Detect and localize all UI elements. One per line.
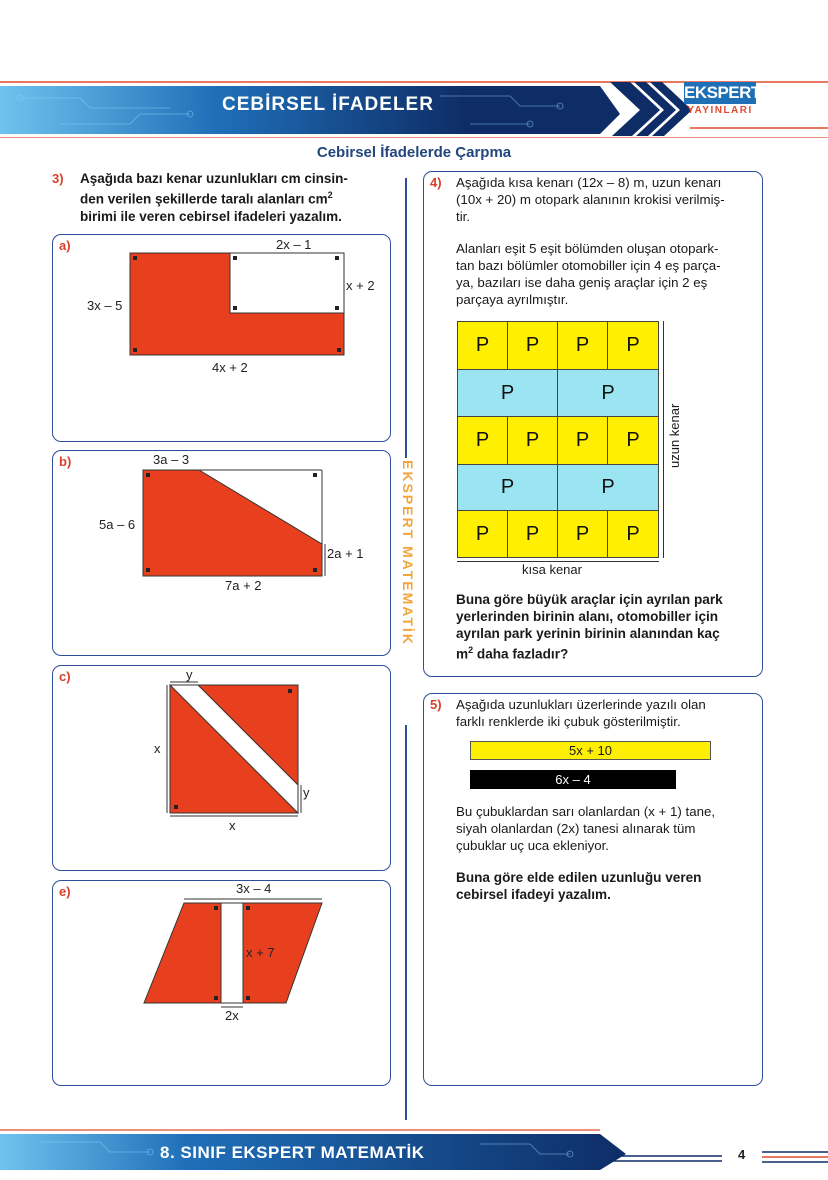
parking-spot-car: P	[607, 416, 659, 465]
parking-spot-car: P	[507, 416, 558, 465]
chapter-title: CEBİRSEL İFADELER	[222, 94, 434, 115]
question-number: 5)	[430, 697, 442, 712]
publisher-logo-subtitle: YAYINLARI	[687, 105, 753, 116]
long-side-line	[663, 321, 664, 558]
white-cutout	[230, 253, 344, 313]
question-text: Aşağıda kısa kenarı (12x – 8) m, uzun kenarı (10x + 20) m otopark alanının krokisi verilmiş- tir.	[456, 175, 725, 224]
figure-label-e: e)	[59, 884, 71, 899]
parking-spot-car: P	[557, 510, 608, 558]
figure-b-shape	[135, 462, 335, 587]
question-number: 3)	[52, 171, 64, 186]
section-title: Cebirsel İfadelerde Çarpma	[316, 144, 512, 161]
parking-spot-large: P	[457, 464, 558, 511]
short-side-label: kısa kenar	[522, 562, 582, 577]
question-prompt: Buna göre elde edilen uzunluğu veren cebirsel ifadeyi yazalım.	[456, 870, 702, 902]
question-paragraph: Alanları eşit 5 eşit bölümden oluşan otopark- tan bazı bölümler otomobiller için 4 eş parça- ya, bazıları ise daha geniş araçlar için 2 eş parçaya ayrılmıştır.	[456, 241, 721, 307]
label-right: 2a + 1	[327, 546, 364, 561]
long-side-label: uzun kenar	[667, 403, 682, 468]
shaded-area	[143, 470, 322, 576]
parking-spot-car: P	[457, 321, 508, 370]
figure-e-shape	[140, 895, 330, 1015]
yellow-bar: 5x + 10	[470, 741, 711, 760]
figure-c-shape	[160, 675, 310, 820]
column-divider	[405, 725, 407, 1120]
label-right: x + 2	[346, 278, 375, 293]
parking-spot-car: P	[557, 321, 608, 370]
black-bar: 6x – 4	[470, 770, 676, 789]
figure-label-a: a)	[59, 238, 71, 253]
parking-spot-car: P	[557, 416, 608, 465]
publisher-logo: EKSPERT	[684, 83, 761, 102]
parking-spot-car: P	[457, 510, 508, 558]
figure-label-c: c)	[59, 669, 71, 684]
page-number: 4	[738, 1147, 746, 1162]
side-watermark: EKSPERT MATEMATİK	[400, 460, 416, 646]
label-top: 2x – 1	[276, 237, 312, 252]
footer-title: 8. SINIF EKSPERT MATEMATİK	[160, 1143, 425, 1162]
label-left: 3x – 5	[87, 298, 123, 313]
parking-spot-car: P	[507, 510, 558, 558]
parking-spot-car: P	[607, 510, 659, 558]
label-bottom: x	[229, 818, 236, 833]
parking-spot-car: P	[457, 416, 508, 465]
parking-spot-large: P	[557, 369, 659, 417]
label-bottom: 2x	[225, 1008, 239, 1023]
question-paragraph: Bu çubuklardan sarı olanlardan (x + 1) tane, siyah olanlardan (2x) tanesi alınarak tüm çubuklar uç uca ekleniyor.	[456, 804, 716, 853]
label-left: x	[154, 741, 161, 756]
figure-label-b: b)	[59, 454, 72, 469]
label-bottom: 4x + 2	[212, 360, 248, 375]
question-number: 4)	[430, 175, 442, 190]
label-top: 3x – 4	[236, 881, 272, 896]
question-text: Aşağıda bazı kenar uzunlukları cm cinsin- den verilen şekillerde taralı alanları $cm^2$ birimi ile veren cebirsel ifadeleri yazalım.	[80, 171, 348, 224]
label-top: 3a – 3	[153, 452, 190, 467]
question-prompt: Buna göre büyük araçlar için ayrılan park yerlerinden birinin alanı, otomobiller için ayrılan park yerinin birinin alanından kaç $m^2$ daha fazladır?	[456, 592, 723, 662]
question-text: Aşağıda uzunlukları üzerlerinde yazılı olan farklı renklerde iki çubuk gösterilmiştir.	[456, 697, 706, 729]
parking-spot-car: P	[607, 321, 659, 370]
parking-spot-large: P	[557, 464, 659, 511]
figure-a-shape	[120, 245, 360, 365]
label-left: 5a – 6	[99, 517, 136, 532]
parking-spot-car: P	[507, 321, 558, 370]
parking-spot-large: P	[457, 369, 558, 417]
label-right: y	[303, 785, 310, 800]
label-middle: x + 7	[246, 945, 275, 960]
label-bottom: 7a + 2	[225, 578, 262, 593]
white-strip	[221, 903, 243, 1003]
label-top: y	[186, 667, 193, 682]
column-divider	[405, 178, 407, 458]
